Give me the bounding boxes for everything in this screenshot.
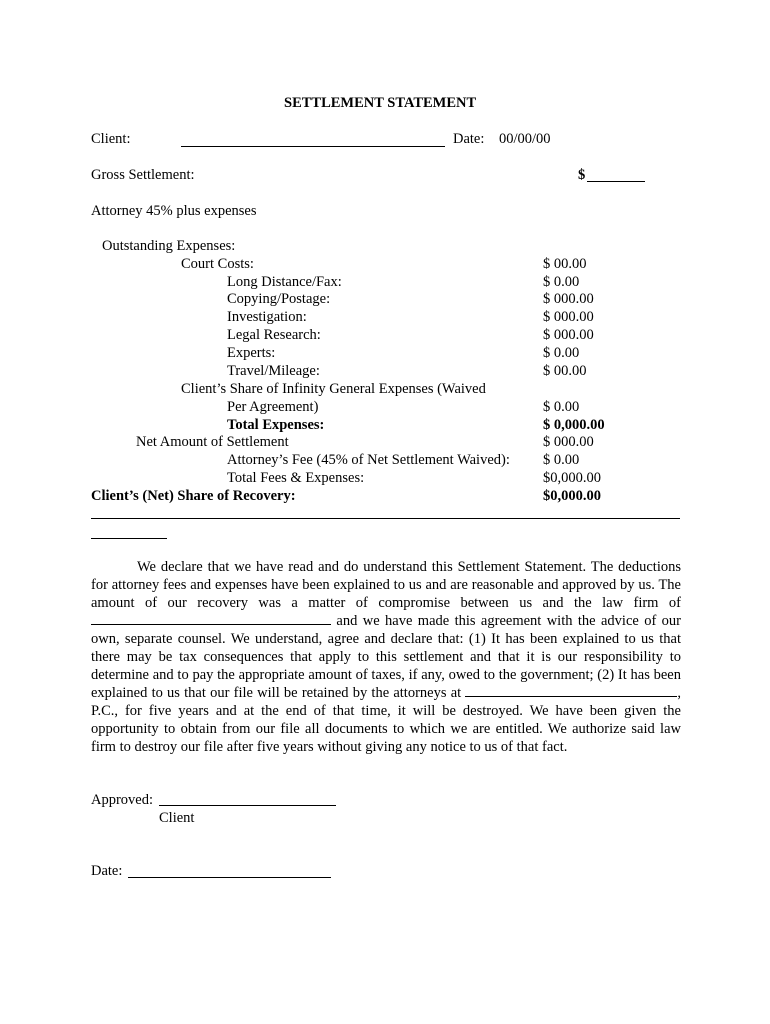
date-value: 00/00/00 — [499, 131, 551, 147]
expense-label-travel: Travel/Mileage: — [227, 363, 320, 379]
attorney-fee-label: Attorney’s Fee (45% of Net Settlement Waived): — [227, 452, 510, 468]
separator-line-short — [91, 538, 167, 539]
client-caption: Client — [159, 810, 195, 826]
expense-label-experts: Experts: — [227, 345, 276, 361]
expense-label-investigation: Investigation: — [227, 309, 307, 325]
client-signature-line[interactable] — [159, 805, 336, 806]
total-fees-value: $0,000.00 — [543, 470, 601, 486]
client-net-share-value: $0,000.00 — [543, 488, 601, 504]
total-expenses-label: Total Expenses: — [227, 417, 325, 433]
gross-settlement-blank[interactable] — [587, 181, 645, 182]
expense-value-investigation: $ 000.00 — [543, 309, 594, 325]
total-expenses-value: $ 0,000.00 — [543, 417, 605, 433]
gross-settlement-value: $ — [578, 167, 586, 183]
attorney-fee-value: $ 0.00 — [543, 452, 580, 468]
outstanding-expenses-label: Outstanding Expenses: — [102, 238, 236, 254]
expense-value-long-distance: $ 0.00 — [543, 274, 580, 290]
net-amount-label: Net Amount of Settlement — [136, 434, 289, 450]
law-firm-blank[interactable] — [91, 612, 331, 625]
document-title: SETTLEMENT STATEMENT — [284, 95, 477, 111]
signature-date-label: Date: — [91, 863, 123, 879]
net-amount-value: $ 000.00 — [543, 434, 594, 450]
declaration-part-2: and we have made this agreement with the advice of our own, separate counsel. We understand, agree and declare that: (1) It has been explained to us that there may be tax consequences that apply to this settlement and that it is our responsibility to determine and to pay the appropriate amount of taxes, if any, owed to the government; (2) It has been explained to us that our file will be retained by the attorneys at — [91, 613, 682, 701]
expense-value-copying: $ 000.00 — [543, 291, 594, 307]
attorney-percentage-line: Attorney 45% plus expenses — [91, 203, 257, 219]
expense-label-legal-research: Legal Research: — [227, 327, 321, 343]
client-label: Client: — [91, 131, 131, 147]
separator-line — [91, 518, 680, 519]
gross-settlement-label: Gross Settlement: — [91, 167, 195, 183]
expense-value-experts: $ 0.00 — [543, 345, 580, 361]
expense-value-per-agreement: $ 0.00 — [543, 399, 580, 415]
total-fees-label: Total Fees & Expenses: — [227, 470, 365, 486]
expense-label-general-expenses: Client’s Share of Infinity General Expenses (Waived — [181, 381, 486, 397]
expense-label-long-distance: Long Distance/Fax: — [227, 274, 342, 290]
approved-label: Approved: — [91, 792, 154, 808]
declaration-paragraph — [91, 558, 681, 756]
expense-label-copying: Copying/Postage: — [227, 291, 331, 307]
signature-date-line[interactable] — [128, 877, 331, 878]
declaration-part-1: We declare that we have read and do understand this Settlement Statement. The deductions for attorney fees and expenses have been explained to us and are reasonable and approved by us. The amount of our recovery was a matter of compromise between us and the law firm of — [91, 559, 681, 611]
date-label: Date: — [453, 131, 485, 147]
attorneys-firm-blank[interactable] — [465, 684, 677, 697]
declaration-part-3: , P.C., for five years and at the end of that time, it will be destroyed. We have been given the opportunity to obtain from our file all documents to which we are entitled. We authorize said law firm to destroy our file after five years without giving any notice to us of that fact. — [91, 685, 682, 755]
expense-value-travel: $ 00.00 — [543, 363, 587, 379]
client-net-share-label: Client’s (Net) Share of Recovery: — [91, 488, 296, 504]
expense-label-per-agreement: Per Agreement) — [227, 399, 319, 415]
client-name-blank[interactable] — [181, 146, 445, 147]
expense-value-legal-research: $ 000.00 — [543, 327, 594, 343]
expense-label-court-costs: Court Costs: — [181, 256, 254, 272]
expense-value-court-costs: $ 00.00 — [543, 256, 587, 272]
